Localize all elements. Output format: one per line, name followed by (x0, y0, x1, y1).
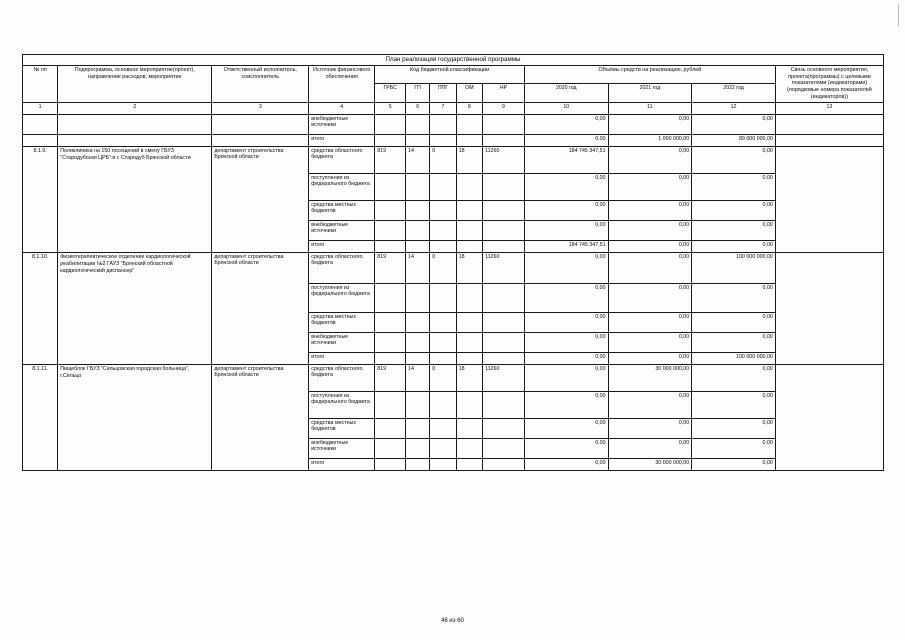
row-gp: 14 (406, 364, 430, 391)
scan-edge-mark (898, 4, 899, 26)
table-row (23, 134, 884, 146)
row-grbs (375, 458, 406, 470)
row-gp (406, 114, 430, 134)
column-number-row (23, 102, 884, 114)
row-ppp: 0 (430, 146, 456, 173)
row-value-2020: 0,00 (524, 352, 608, 364)
row-name (58, 114, 212, 134)
row-grbs (375, 332, 406, 352)
row-value-2022: 100 000 000,00 (692, 352, 776, 364)
row-om (456, 312, 482, 332)
row-value-2020: 184 745 347,51 (524, 240, 608, 252)
colnum-13: 13 (775, 102, 883, 114)
row-nr (483, 458, 525, 470)
row-nr: 11260 (483, 364, 525, 391)
row-value-2022: 0,00 (692, 146, 776, 173)
row-gp (406, 418, 430, 438)
row-value-2021: 0,00 (608, 252, 692, 283)
row-value-2022: 0,00 (692, 364, 776, 391)
row-value-2022: 0,00 (692, 200, 776, 220)
row-value-2022: 0,00 (692, 332, 776, 352)
row-source: внебюджетные источники (309, 220, 375, 240)
row-grbs (375, 240, 406, 252)
page-number: 48 из 60 (441, 618, 464, 624)
row-value-2020: 0,00 (524, 252, 608, 283)
row-value-2022: 0,00 (692, 240, 776, 252)
row-value-2022: 0,00 (692, 458, 776, 470)
row-link (775, 252, 883, 364)
row-value-2021: 30 000 000,00 (608, 364, 692, 391)
row-nr (483, 173, 525, 200)
row-value-2021: 0,00 (608, 283, 692, 312)
row-executor (212, 114, 309, 134)
row-id: 8.1.11. (23, 364, 58, 470)
row-grbs (375, 418, 406, 438)
row-nr (483, 391, 525, 418)
row-ppp (430, 352, 456, 364)
row-nr (483, 438, 525, 458)
row-gp (406, 200, 430, 220)
row-om (456, 240, 482, 252)
header-nr: НР (483, 84, 525, 102)
row-source: средства областного бюджета (309, 146, 375, 173)
row-value-2021: 0,00 (608, 332, 692, 352)
row-nr: 11260 (483, 252, 525, 283)
header-year-2021: 2021 год (608, 84, 692, 102)
header-row-1 (23, 65, 884, 84)
row-om (456, 418, 482, 438)
row-om: 18 (456, 364, 482, 391)
row-value-2020: 0,00 (524, 458, 608, 470)
row-om: 18 (456, 146, 482, 173)
row-gp (406, 352, 430, 364)
row-nr (483, 312, 525, 332)
colnum-12: 12 (692, 102, 776, 114)
row-grbs (375, 173, 406, 200)
row-source: итого (309, 352, 375, 364)
row-value-2022: 0,00 (692, 312, 776, 332)
colnum-8: 8 (456, 102, 482, 114)
row-value-2020: 0,00 (524, 173, 608, 200)
row-gp (406, 240, 430, 252)
colnum-11: 11 (608, 102, 692, 114)
row-gp (406, 173, 430, 200)
row-value-2021: 0,00 (608, 146, 692, 173)
header-year-2020: 2020 год (524, 84, 608, 102)
row-link (775, 134, 883, 146)
table-row (23, 146, 884, 173)
row-value-2021: 0,00 (608, 220, 692, 240)
row-nr (483, 220, 525, 240)
row-source: средства местных бюджетов (309, 200, 375, 220)
row-value-2021: 30 000 000,00 (608, 458, 692, 470)
row-om: 18 (456, 252, 482, 283)
row-value-2020: 0,00 (524, 312, 608, 332)
row-value-2021: 1 000 000,00 (608, 134, 692, 146)
header-link: Связь основного мероприятия, проекта(программы) с целевыми показателями (индикаторами) (порядковые номера показателей (индикаторов)) (775, 65, 883, 102)
document-title: План реализации государственной программы (23, 55, 884, 66)
header-executor: Ответственный исполнитель, соисполнитель (212, 65, 309, 102)
row-om (456, 391, 482, 418)
row-gp (406, 134, 430, 146)
colnum-9: 9 (483, 102, 525, 114)
row-value-2021: 0,00 (608, 391, 692, 418)
row-om (456, 352, 482, 364)
row-nr (483, 332, 525, 352)
row-grbs (375, 200, 406, 220)
row-id: 8.1.10. (23, 252, 58, 364)
row-value-2020: 184 745 347,51 (524, 146, 608, 173)
row-source: средства местных бюджетов (309, 312, 375, 332)
row-gp (406, 438, 430, 458)
row-value-2022: 0,00 (692, 438, 776, 458)
row-gp (406, 220, 430, 240)
row-ppp (430, 458, 456, 470)
row-source: средства областного бюджета (309, 364, 375, 391)
row-om (456, 220, 482, 240)
row-value-2020: 0,00 (524, 391, 608, 418)
row-ppp (430, 391, 456, 418)
header-year-2022: 2022 год (692, 84, 776, 102)
row-ppp (430, 220, 456, 240)
colnum-2: 2 (58, 102, 212, 114)
row-ppp: 0 (430, 364, 456, 391)
row-nr (483, 240, 525, 252)
row-link (775, 114, 883, 134)
row-om (456, 134, 482, 146)
row-value-2020: 0,00 (524, 134, 608, 146)
row-grbs (375, 438, 406, 458)
row-value-2021: 0,00 (608, 418, 692, 438)
header-volumes: Объёмы средств на реализацию, рублей (524, 65, 775, 84)
row-nr (483, 200, 525, 220)
table-title-row (23, 55, 884, 66)
row-om (456, 332, 482, 352)
row-grbs (375, 352, 406, 364)
row-source: средства местных бюджетов (309, 418, 375, 438)
row-ppp (430, 283, 456, 312)
row-nr (483, 114, 525, 134)
row-grbs (375, 391, 406, 418)
row-value-2021: 0,00 (608, 240, 692, 252)
row-ppp (430, 332, 456, 352)
row-value-2022: 0,00 (692, 173, 776, 200)
row-link (775, 146, 883, 252)
table-row (23, 114, 884, 134)
colnum-1: 1 (23, 102, 58, 114)
row-nr (483, 134, 525, 146)
row-value-2021: 0,00 (608, 200, 692, 220)
row-grbs (375, 134, 406, 146)
row-value-2022: 0,00 (692, 114, 776, 134)
row-value-2020: 0,00 (524, 200, 608, 220)
row-source: поступления из федерального бюджета (309, 283, 375, 312)
row-om (456, 438, 482, 458)
colnum-7: 7 (430, 102, 456, 114)
row-ppp (430, 173, 456, 200)
row-grbs: 819 (375, 252, 406, 283)
row-nr (483, 352, 525, 364)
row-ppp: 0 (430, 252, 456, 283)
header-ppp: ППГ (430, 84, 456, 102)
row-grbs: 819 (375, 364, 406, 391)
row-gp (406, 391, 430, 418)
row-grbs: 819 (375, 146, 406, 173)
row-gp (406, 458, 430, 470)
table-row (23, 364, 884, 391)
row-value-2021: 0,00 (608, 114, 692, 134)
row-name: Пищеблок ГБУЗ "Сельцовская городская больница", г.Сельцо (58, 364, 212, 470)
row-gp (406, 312, 430, 332)
row-ppp (430, 418, 456, 438)
header-om: ОМ (456, 84, 482, 102)
row-value-2021: 0,00 (608, 173, 692, 200)
row-name: Поликлиника на 150 посещений в смену ГБУЗ "Стародубская ЦРБ" в г. Стародуб Брянской области (58, 146, 212, 252)
row-value-2022: 0,00 (692, 283, 776, 312)
row-nr (483, 283, 525, 312)
row-value-2021: 0,00 (608, 438, 692, 458)
row-om (456, 114, 482, 134)
row-value-2022: 0,00 (692, 220, 776, 240)
header-num: № пп (23, 65, 58, 102)
row-ppp (430, 312, 456, 332)
row-ppp (430, 134, 456, 146)
row-source: итого (309, 458, 375, 470)
row-value-2020: 0,00 (524, 438, 608, 458)
row-value-2020: 0,00 (524, 114, 608, 134)
row-executor: департамент строительства Брянской области (212, 146, 309, 252)
row-value-2022: 89 000 000,00 (692, 134, 776, 146)
row-source: средства областного бюджета (309, 252, 375, 283)
row-gp (406, 332, 430, 352)
colnum-10: 10 (524, 102, 608, 114)
row-nr (483, 418, 525, 438)
row-gp: 14 (406, 252, 430, 283)
row-source: поступления из федерального бюджета (309, 173, 375, 200)
table-row (23, 252, 884, 283)
row-executor (212, 134, 309, 146)
row-value-2021: 0,00 (608, 312, 692, 332)
header-grbs: ГРБС (375, 84, 406, 102)
row-grbs (375, 220, 406, 240)
row-value-2022: 0,00 (692, 418, 776, 438)
colnum-3: 3 (212, 102, 309, 114)
row-name: Физиотерапевтическое отделение кардиологической реабилитации №2 ГАУЗ "Брянский областной кардиологический диспансер" (58, 252, 212, 364)
row-id: 8.1.9. (23, 146, 58, 252)
row-source: итого (309, 240, 375, 252)
row-om (456, 200, 482, 220)
row-value-2022: 0,00 (692, 391, 776, 418)
row-id (23, 134, 58, 146)
row-id (23, 114, 58, 134)
row-om (456, 458, 482, 470)
row-grbs (375, 114, 406, 134)
row-grbs (375, 312, 406, 332)
row-ppp (430, 438, 456, 458)
row-value-2022: 100 000 000,00 (692, 252, 776, 283)
row-executor: департамент строительства Брянской области (212, 364, 309, 470)
row-value-2020: 0,00 (524, 418, 608, 438)
row-executor: департамент строительства Брянской области (212, 252, 309, 364)
row-om (456, 173, 482, 200)
program-implementation-table (22, 54, 884, 471)
row-ppp (430, 114, 456, 134)
row-gp (406, 283, 430, 312)
header-budget-code: Код бюджетной классификации (375, 65, 525, 84)
header-source: Источник финансового обеспечения (309, 65, 375, 102)
row-source: внебюджетные источники (309, 332, 375, 352)
row-ppp (430, 200, 456, 220)
row-grbs (375, 283, 406, 312)
header-subprogram: Подпрограмма, основное мероприятие(проект), направление расходов, мероприятие (58, 65, 212, 102)
row-gp: 14 (406, 146, 430, 173)
row-link (775, 364, 883, 470)
colnum-4: 4 (309, 102, 375, 114)
colnum-5: 5 (375, 102, 406, 114)
header-gp: ГП (406, 84, 430, 102)
row-nr: 11260 (483, 146, 525, 173)
row-value-2020: 0,00 (524, 220, 608, 240)
row-source: внебюджетные источники (309, 438, 375, 458)
row-om (456, 283, 482, 312)
colnum-6: 6 (406, 102, 430, 114)
row-source: итого (309, 134, 375, 146)
row-value-2020: 0,00 (524, 283, 608, 312)
row-name (58, 134, 212, 146)
row-value-2021: 0,00 (608, 352, 692, 364)
row-value-2020: 0,00 (524, 364, 608, 391)
row-ppp (430, 240, 456, 252)
row-source: внебюджетные источники (309, 114, 375, 134)
row-value-2020: 0,00 (524, 332, 608, 352)
row-source: поступления из федерального бюджета (309, 391, 375, 418)
